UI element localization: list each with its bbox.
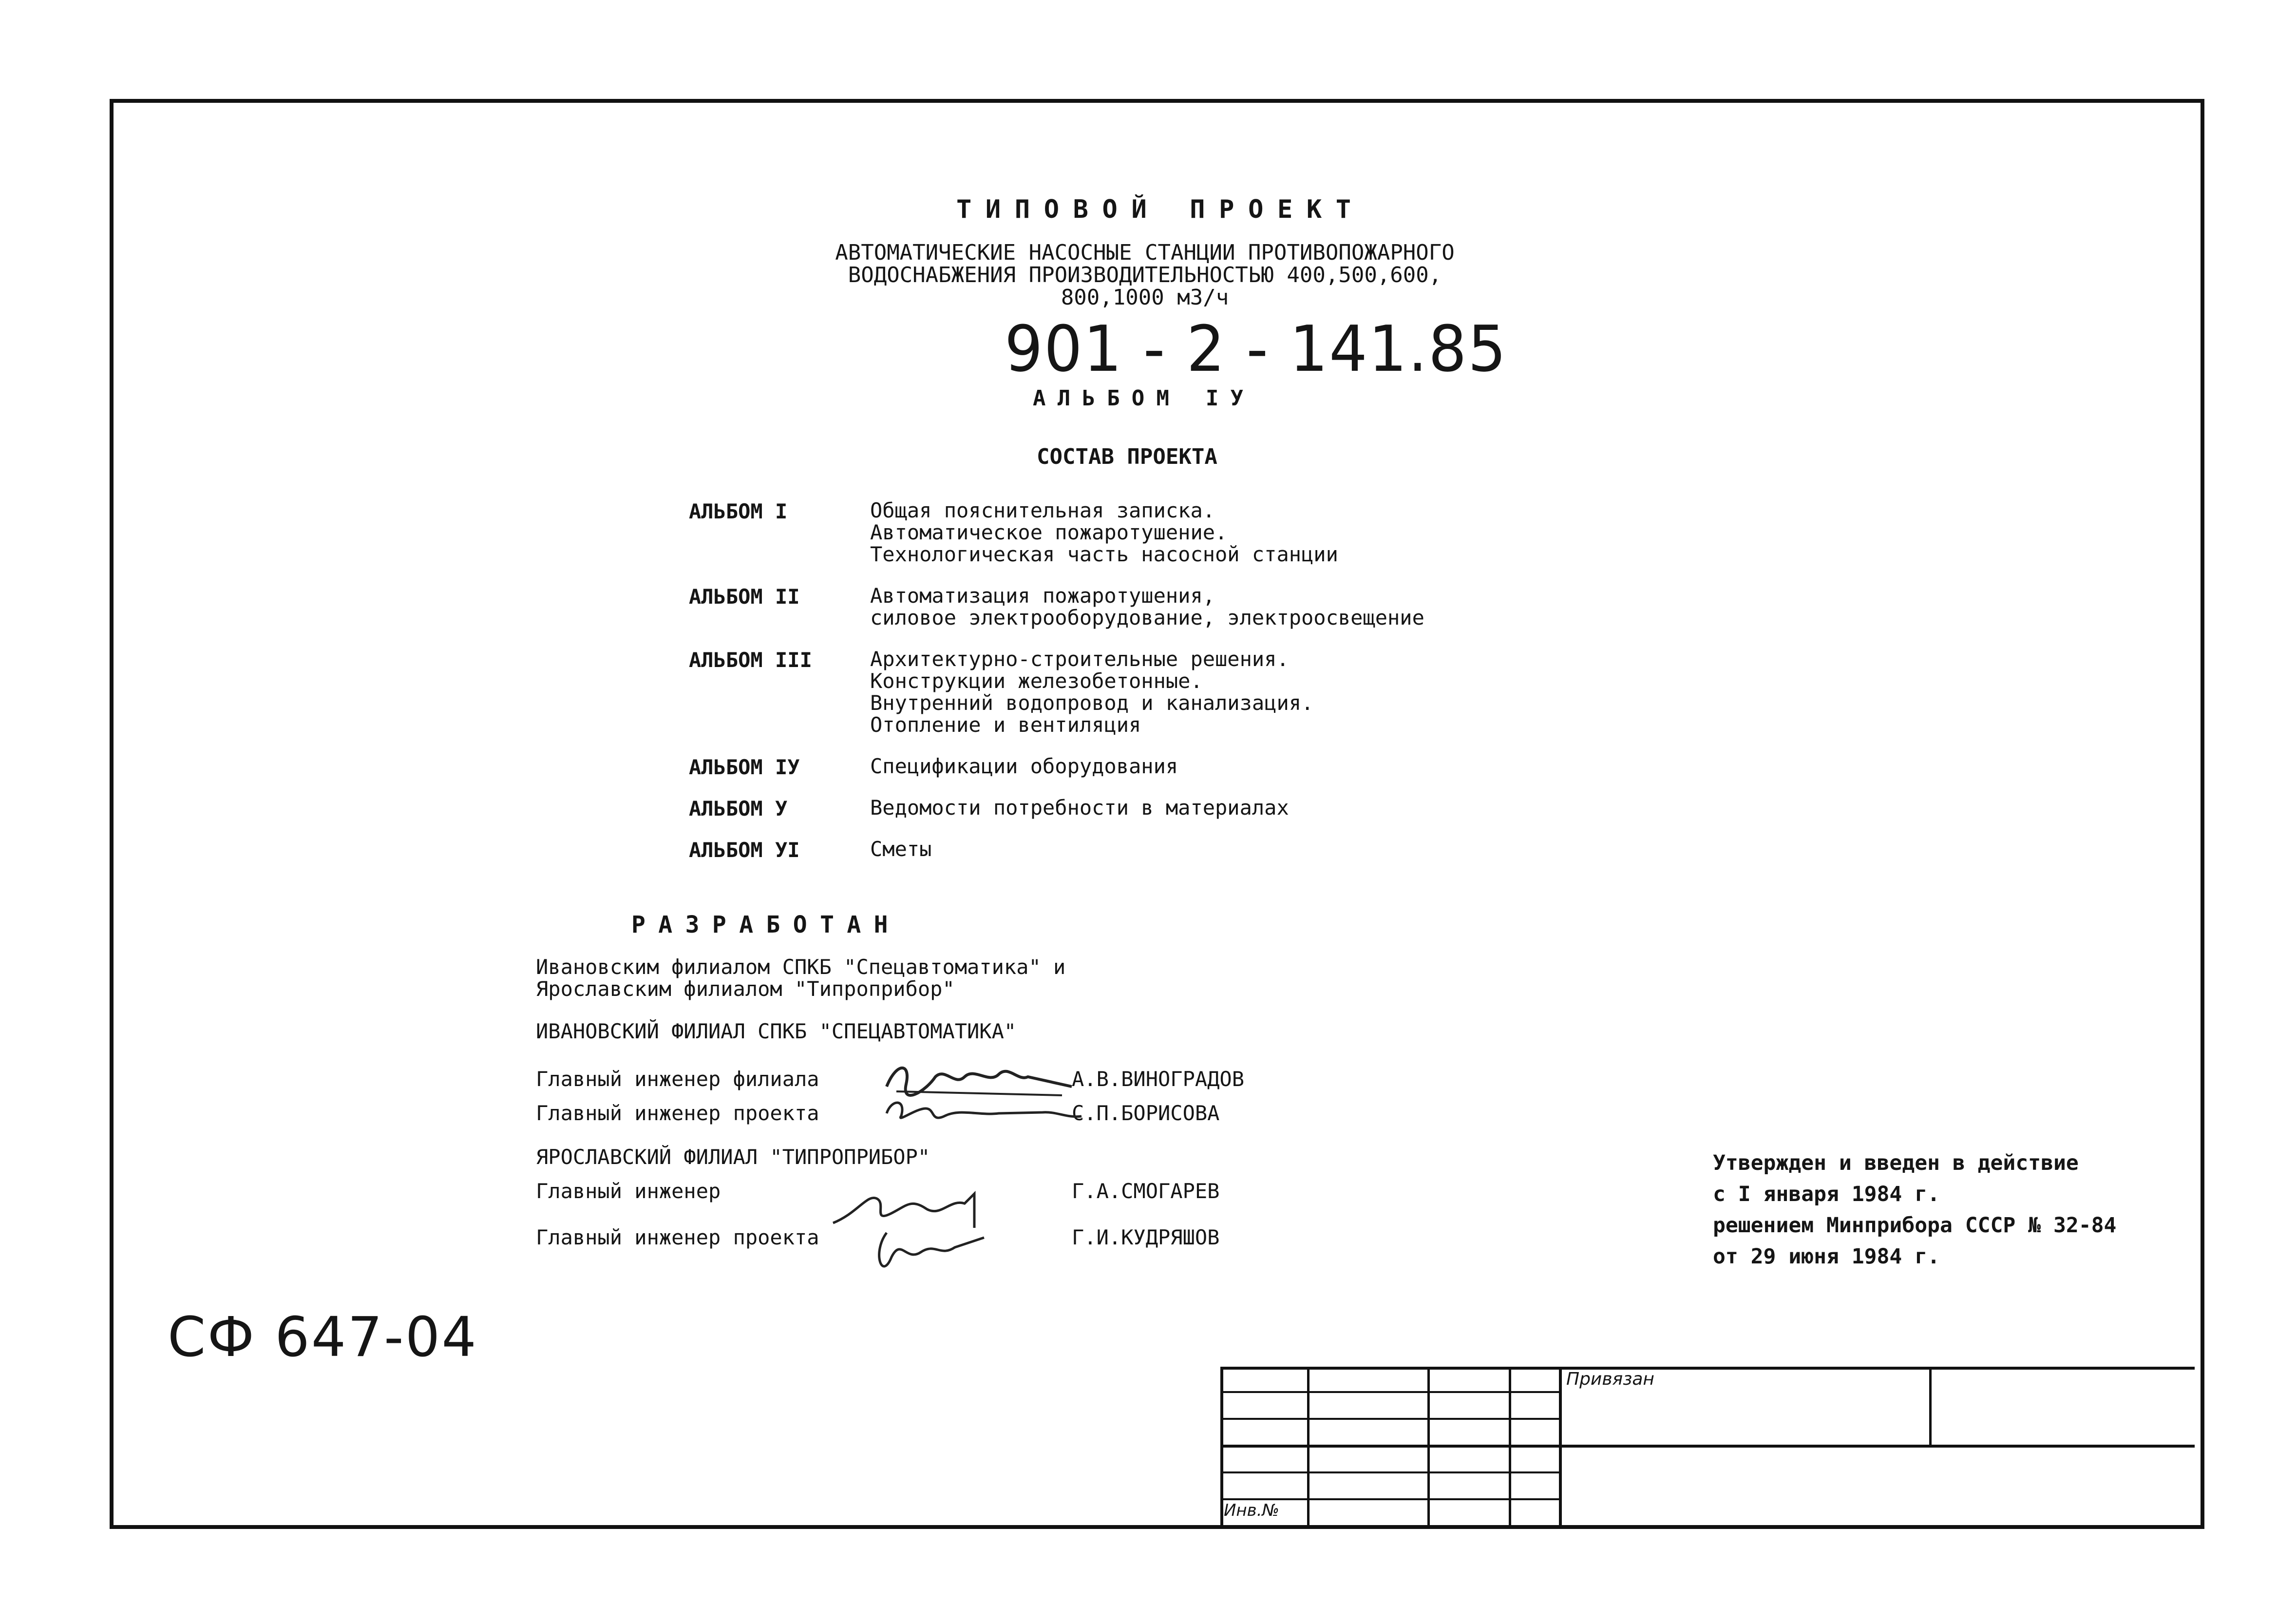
album-line: Архитектурно-строительные решения.	[870, 647, 1289, 671]
album-line: Технологическая часть насосной станции	[870, 542, 1338, 566]
album-line: Конструкции железобетонные.	[870, 669, 1203, 693]
album-row	[689, 499, 1424, 565]
album-row	[689, 755, 1424, 777]
album-label: АЛЬБОМ IУ	[689, 755, 800, 779]
approval-line: решением Минприбора СССР № 32-84	[1713, 1213, 2117, 1238]
album-row	[689, 648, 1424, 736]
inventory-number-label: Инв.№	[1224, 1501, 1279, 1520]
album-line: Автоматическое пожаротушение.	[870, 520, 1228, 544]
composition-heading: СОСТАВ ПРОЕКТА	[1037, 444, 1217, 469]
album-line: Автоматизация пожаротушения,	[870, 584, 1215, 608]
album-row	[689, 585, 1424, 629]
document-title: ТИПОВОЙ ПРОЕКТ	[956, 195, 1365, 224]
signatory-name: Г.А.СМОГАРЕВ	[1072, 1179, 1220, 1203]
approval-line: с I января 1984 г.	[1713, 1182, 1940, 1206]
subtitle-line: АВТОМАТИЧЕСКИЕ НАСОСНЫЕ СТАНЦИИ ПРОТИВОПОЖАРНОГО	[835, 240, 1455, 265]
signature-smogarev-kudryashov	[828, 1184, 1013, 1296]
developer-orgs-line: Ярославским филиалом "Типроприбор"	[536, 977, 955, 1001]
branch-1-name: ИВАНОВСКИЙ ФИЛИАЛ СПКБ "СПЕЦАВТОМАТИКА"	[536, 1019, 1017, 1043]
album-row	[689, 797, 1424, 819]
signatory-role: Главный инженер проекта	[536, 1225, 819, 1249]
album-label: АЛЬБОМ I	[689, 499, 788, 523]
signatory-role: Главный инженер филиала	[536, 1067, 819, 1091]
signatory-name: А.В.ВИНОГРАДОВ	[1072, 1067, 1245, 1091]
developer-orgs	[536, 956, 1065, 1000]
album-label: АЛЬБОМ III	[689, 648, 812, 672]
subtitle-line: ВОДОСНАБЖЕНИЯ ПРОИЗВОДИТЕЛЬНОСТЬЮ 400,500,600,	[848, 263, 1442, 287]
album-line: Внутренний водопровод и канализация.	[870, 691, 1314, 715]
album-line: Спецификации оборудования	[870, 754, 1178, 778]
album-heading: АЛЬБОМ IУ	[1033, 386, 1255, 411]
signatory-name: С.П.БОРИСОВА	[1072, 1101, 1220, 1125]
branch-2-name: ЯРОСЛАВСКИЙ ФИЛИАЛ "ТИПРОПРИБОР"	[536, 1145, 930, 1169]
approval-note	[1713, 1147, 2116, 1272]
album-label: АЛЬБОМ II	[689, 585, 800, 609]
developed-heading: РАЗРАБОТАН	[631, 911, 901, 938]
signatory-name: Г.И.КУДРЯШОВ	[1072, 1225, 1220, 1249]
stamp-code: СФ 647-04	[168, 1306, 478, 1369]
project-subtitle	[711, 242, 1578, 309]
album-label: АЛЬБОМ УI	[689, 838, 800, 862]
album-line: Сметы	[870, 837, 932, 861]
approval-line: Утвержден и введен в действие	[1713, 1151, 2079, 1175]
signature-borisova	[882, 1094, 1086, 1133]
album-line: Общая пояснительная записка.	[870, 498, 1215, 522]
album-line: Ведомости потребности в материалах	[870, 796, 1289, 820]
signatory-role: Главный инженер проекта	[536, 1101, 819, 1125]
developer-orgs-line: Ивановским филиалом СПКБ "Спецавтоматика" и	[536, 955, 1066, 979]
album-line: Отопление и вентиляция	[870, 713, 1141, 737]
signatory-role: Главный инженер	[536, 1179, 721, 1203]
album-label: АЛЬБОМ У	[689, 797, 788, 821]
albums-list	[689, 499, 1424, 879]
subtitle-line: 800,1000 м3/ч	[1061, 285, 1229, 310]
linked-label: Привязан	[1566, 1369, 1654, 1389]
album-row	[689, 838, 1424, 860]
album-line: силовое электрооборудование, электроосвещение	[870, 606, 1424, 630]
approval-line: от 29 июня 1984 г.	[1713, 1244, 1940, 1269]
project-code: 901 - 2 - 141.85	[1005, 312, 1508, 386]
